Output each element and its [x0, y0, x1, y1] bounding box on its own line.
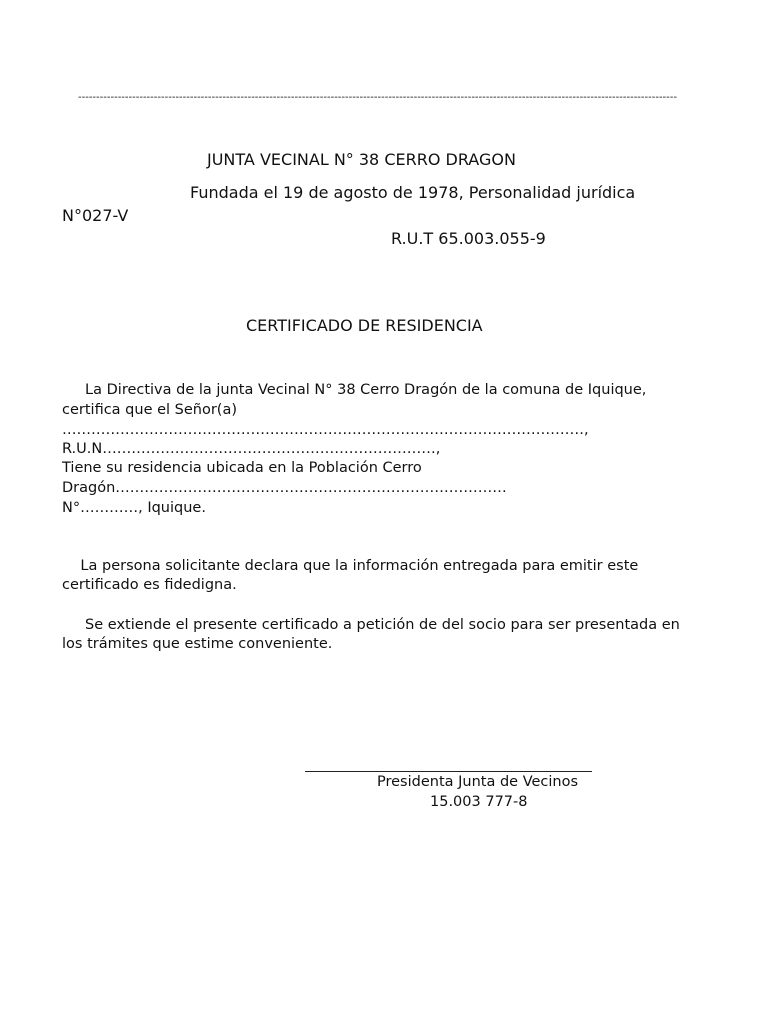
signature-line	[305, 771, 592, 772]
legal-personality-number: N°027-V	[62, 206, 129, 225]
paragraph1-line: Tiene su residencia ubicada en la Población Cerro	[62, 460, 422, 476]
founded-line: Fundada el 19 de agosto de 1978, Personalidad jurídica	[190, 183, 636, 202]
paragraph3-line: los trámites que estime conveniente.	[62, 636, 333, 652]
paragraph2-line: La persona solicitante declara que la información entregada para emitir este	[62, 558, 639, 574]
number-blank-line: N°…………, Iquique.	[62, 500, 206, 516]
paragraph2-line: certificado es fidedigna.	[62, 577, 237, 593]
paragraph1-line: certifica que el Señor(a)	[62, 402, 237, 418]
name-blank-line: ………………………………………………………………………………………………,	[62, 422, 589, 438]
rut-number: R.U.T 65.003.055-9	[391, 229, 546, 248]
organization-name: JUNTA VECINAL N° 38 CERRO DRAGON	[207, 150, 516, 169]
paragraph1-line: La Directiva de la junta Vecinal N° 38 Cerro Dragón de la comuna de Iquique,	[62, 382, 647, 398]
signature-id: 15.003 777-8	[430, 794, 528, 810]
run-blank-line: R.U.N……………………………………………………………,	[62, 441, 441, 457]
paragraph3-line: Se extiende el presente certificado a petición de del socio para ser presentada en	[62, 617, 680, 633]
address-blank-line: Dragón………………………………………………………………………	[62, 480, 507, 496]
signature-title: Presidenta Junta de Vecinos	[377, 774, 579, 790]
top-dashed-rule: ----------------------------------------------------------------------------------------------------------------------------------------------------------------------	[78, 92, 677, 103]
certificate-title: CERTIFICADO DE RESIDENCIA	[246, 316, 483, 335]
